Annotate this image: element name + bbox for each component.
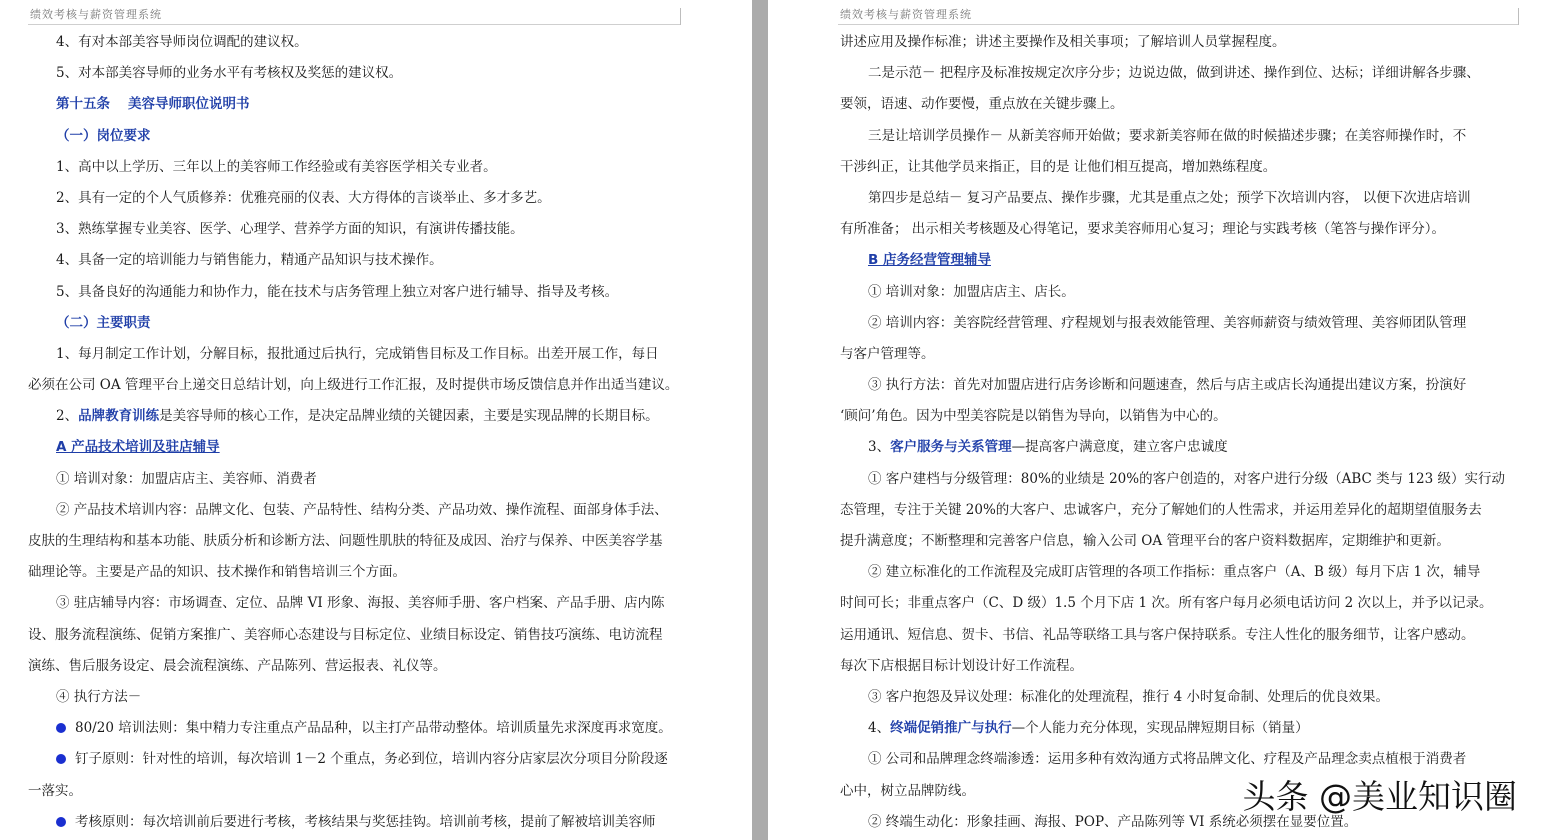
text-line: 2、具有一定的个人气质修养：优雅亮丽的仪表、大方得体的言谈举止、多才多艺。 bbox=[56, 189, 551, 206]
article-number: 第十五条 bbox=[56, 96, 110, 113]
margin-mark bbox=[680, 8, 681, 25]
text-line: 4、有对本部美容导师岗位调配的建议权。 bbox=[56, 34, 308, 50]
text-line: ‘顾问’角色。因为中型美容院是以销售为导向，以销售为中心的。 bbox=[840, 408, 1227, 425]
header-rule bbox=[838, 24, 1518, 25]
text-line: 运用通讯、短信息、贺卡、书信、礼品等联络工具与客户保持联系。专注人性化的服务细节，让客户感动。 bbox=[840, 626, 1475, 643]
document-page-left bbox=[0, 0, 752, 840]
text-line: 三是让培训学员操作－ 从新美容师开始做；要求新美容师在做的时候描述步骤；在美容师操作时，不 bbox=[868, 127, 1467, 144]
text-line: 有所准备； 出示相关考核题及心得笔记，要求美容师用心复习；理论与实践考核（笔答与操作评分）。 bbox=[840, 221, 1446, 238]
text-line: 干涉纠正，让其他学员来指正，目的是 让他们相互提高，增加熟练程度。 bbox=[840, 158, 1277, 175]
bold-phrase: 终端促销推广与执行 bbox=[890, 720, 1012, 737]
text-line: 演练、售后服务设定、晨会流程演练、产品陈列、营运报表、礼仪等。 bbox=[28, 657, 447, 674]
text-line: 5、具备良好的沟通能力和协作力，能在技术与店务管理上独立对客户进行辅导、指导及考核。 bbox=[56, 283, 619, 300]
text-line: ③ 驻店辅导内容：市场调查、定位、品牌 VI 形象、海报、美容师手册、客户档案、产品手册、店内陈 bbox=[56, 595, 665, 612]
subsection-heading: B 店务经营管理辅导 bbox=[868, 252, 991, 269]
text-line: ② 培训内容：美容院经营管理、疗程规划与报表效能管理、美容师薪资与绩效管理、美容师团队管理 bbox=[868, 314, 1467, 331]
page-header: 绩效考核与薪资管理系统 bbox=[30, 8, 162, 21]
text-line: ① 客户建档与分级管理：80%的业绩是 20%的客户创造的，对客户进行分级（ABC 类与 123 级）实行动 bbox=[868, 470, 1505, 487]
text-line: 5、对本部美容导师的业务水平有考核权及奖惩的建议权。 bbox=[56, 65, 403, 82]
text-line: 1、高中以上学历、三年以上的美容师工作经验或有美容医学相关专业者。 bbox=[56, 158, 497, 175]
text-line: 必须在公司 OA 管理平台上递交日总结计划，向上级进行工作汇报，及时提供市场反馈信息并作出适当建议。 bbox=[28, 377, 679, 394]
text-line: 4、终端促销推广与执行—个人能力充分体现，实现品牌短期目标（销量） bbox=[868, 720, 1309, 737]
text-line: 提升满意度；不断整理和完善客户信息，输入公司 OA 管理平台的客户资料数据库，定期维护和更新。 bbox=[840, 533, 1450, 549]
watermark: 头条 @美业知识圈 bbox=[1242, 777, 1517, 816]
section-heading: （一）岗位要求 bbox=[56, 127, 151, 144]
article-heading bbox=[28, 89, 688, 120]
text-line: 要领，语速、动作要慢，重点放在关键步骤上。 bbox=[840, 96, 1124, 113]
bullet-icon bbox=[56, 723, 66, 733]
text-line: 讲述应用及操作标准；讲述主要操作及相关事项；了解培训人员掌握程度。 bbox=[840, 34, 1286, 50]
bullet-item: 钉子原则：针对性的培训，每次培训 1－2 个重点，务必到位，培训内容分店家层次分项目分阶段逐 bbox=[28, 744, 688, 775]
bullet-icon bbox=[56, 817, 66, 827]
text-line: 心中，树立品牌防线。 bbox=[840, 782, 975, 799]
text-line: 础理论等。主要是产品的知识、技术操作和销售培训三个方面。 bbox=[28, 564, 406, 581]
page-header: 绩效考核与薪资管理系统 bbox=[840, 8, 972, 21]
text-line: 时间可长；非重点客户（C、D 级）1.5 个月下店 1 次。所有客户每月必须电话访问 2 次以上，并予以记录。 bbox=[840, 595, 1493, 612]
text-line: ② 建立标准化的工作流程及完成盯店管理的各项工作指标：重点客户（A、B 级）每月下店 1 次，辅导 bbox=[868, 564, 1481, 581]
text-line: ② 终端生动化：形象挂画、海报、POP、产品陈列等 VI 系统必须摆在显要位置。 bbox=[868, 813, 1358, 830]
text-line: 2、品牌教育训练是美容导师的核心工作，是决定品牌业绩的关键因素，主要是实现品牌的长期目标。 bbox=[56, 408, 659, 425]
bold-phrase: 品牌教育训练 bbox=[78, 408, 160, 425]
text-line: ③ 执行方法：首先对加盟店进行店务诊断和问题速查，然后与店主或店长沟通提出建议方案，扮演好 bbox=[868, 377, 1467, 394]
text-line: 1、每月制定工作计划，分解目标，报批通过后执行，完成销售目标及工作目标。出差开展工作，每日 bbox=[56, 345, 659, 362]
text-line: 3、熟练掌握专业美容、医学、心理学、营养学方面的知识，有演讲传播技能。 bbox=[56, 221, 524, 238]
text-line: ① 培训对象：加盟店店主、美容师、消费者 bbox=[56, 470, 317, 487]
text-line: ① 培训对象：加盟店店主、店长。 bbox=[868, 283, 1075, 300]
bullet-item: 考核原则：每次培训前后要进行考核，考核结果与奖惩挂钩。培训前考核，提前了解被培训美容师 bbox=[28, 807, 688, 838]
document-page-right bbox=[768, 0, 1545, 840]
text-line: 态管理，专注于关键 20%的大客户、忠诚客户，充分了解她们的人性需求，并运用差异化的超期望值服务去 bbox=[840, 501, 1482, 518]
section-heading: （二）主要职责 bbox=[56, 314, 151, 331]
text-line: 每次下店根据目标计划设计好工作流程。 bbox=[840, 657, 1083, 674]
text-line: 第四步是总结－ 复习产品要点、操作步骤，尤其是重点之处；预学下次培训内容， 以便下次进店培训 bbox=[868, 189, 1471, 206]
text-line: ③ 客户抱怨及异议处理：标准化的处理流程，推行 4 小时复命制、处理后的优良效果。 bbox=[868, 688, 1389, 705]
bold-phrase: 客户服务与关系管理 bbox=[890, 439, 1012, 456]
bullet-icon bbox=[56, 754, 66, 764]
text-line: 设、服务流程演练、促销方案推广、美容师心态建设与目标定位、业绩目标设定、销售技巧演练、电访流程 bbox=[28, 626, 663, 643]
page-body bbox=[28, 27, 688, 838]
text-line: 与客户管理等。 bbox=[840, 345, 935, 362]
text-line: 4、具备一定的培训能力与销售能力，精通产品知识与技术操作。 bbox=[56, 252, 443, 269]
text-line: ② 产品技术培训内容：品牌文化、包装、产品特性、结构分类、产品功效、操作流程、面部身体手法、 bbox=[56, 501, 668, 518]
text-line: 皮肤的生理结构和基本功能、肤质分析和诊断方法、问题性肌肤的特征及成因、治疗与保养、中医美容学基 bbox=[28, 533, 663, 549]
page-body bbox=[840, 27, 1505, 838]
text-line: ① 公司和品牌理念终端渗透：运用多种有效沟通方式将品牌文化、疗程及产品理念卖点植根于消费者 bbox=[868, 751, 1467, 768]
header-rule bbox=[28, 24, 680, 25]
bullet-item: 80/20 培训法则：集中精力专注重点产品品种，以主打产品带动整体。培训质量先求深度再求宽度。 bbox=[28, 713, 688, 744]
margin-mark bbox=[1518, 8, 1519, 25]
subsection-heading: A 产品技术培训及驻店辅导 bbox=[56, 439, 220, 456]
article-title: 美容导师职位说明书 bbox=[128, 96, 250, 113]
text-line: 3、客户服务与关系管理—提高客户满意度，建立客户忠诚度 bbox=[868, 439, 1228, 456]
text-line: ④ 执行方法－ bbox=[56, 688, 142, 705]
text-line: 一落实。 bbox=[28, 782, 82, 799]
text-line: 二是示范－ 把程序及标准按规定次序分步；边说边做，做到讲述、操作到位、达标；详细讲解各步骤、 bbox=[868, 65, 1480, 82]
